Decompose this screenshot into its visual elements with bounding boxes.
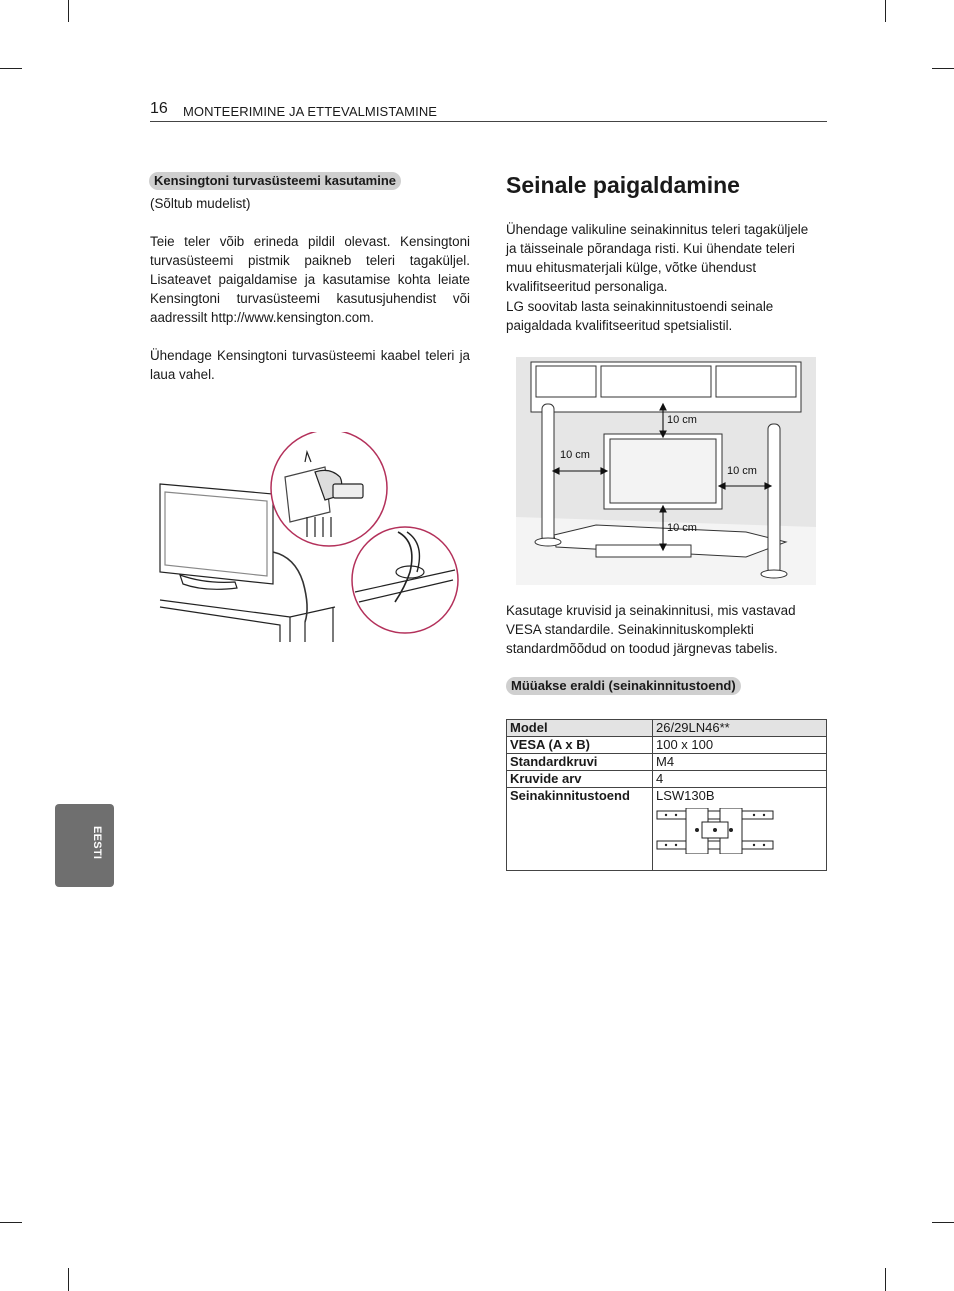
kensington-paragraph-2: Ühendage Kensingtoni turvasüsteemi kaabel teleri ja laua vahel. bbox=[150, 348, 470, 382]
crop-mark bbox=[0, 1222, 22, 1223]
crop-mark bbox=[885, 1268, 886, 1291]
table-key: Model bbox=[507, 720, 653, 737]
crop-mark bbox=[68, 1268, 69, 1291]
table-key: Seinakinnitustoend bbox=[507, 788, 653, 871]
table-value: 26/29LN46** bbox=[653, 720, 827, 737]
wall-mount-diagram bbox=[516, 357, 816, 585]
wall-mount-title: Seinale paigaldamine bbox=[506, 172, 740, 198]
crop-mark bbox=[68, 0, 69, 22]
table-key: VESA (A x B) bbox=[507, 737, 653, 754]
crop-mark bbox=[932, 1222, 954, 1223]
section-header: MONTEERIMINE JA ETTEVALMISTAMINE bbox=[183, 104, 438, 119]
table-row bbox=[507, 754, 827, 771]
table-key: Standardkruvi bbox=[507, 754, 653, 771]
table-value: 100 x 100 bbox=[653, 737, 827, 754]
crop-mark bbox=[0, 68, 22, 69]
kensington-note: (Sõltub mudelist) bbox=[150, 196, 251, 211]
vesa-paragraph: Kasutage kruvisid ja seinakinnitusi, mis vastavad VESA standardile. Seinakinnituskomplekti standardmõõdud on toodud järgnevas tabelis. bbox=[506, 603, 796, 656]
table-value: M4 bbox=[653, 754, 827, 771]
sold-separately-heading: Müüakse eraldi (seinakinnitustoend) bbox=[506, 677, 741, 695]
clearance-top-label: 10 cm bbox=[667, 414, 697, 426]
table-value: 4 bbox=[653, 771, 827, 788]
table-row bbox=[507, 737, 827, 754]
wall-bracket-image bbox=[656, 808, 774, 854]
kensington-paragraph-1: Teie teler võib erineda pildil olevast. Kensingtoni turvasüsteemi pistmik paikneb teleri tagaküljel. Lisateavet paigaldamise ja kasutamise kohta leiate Kensingtoni turvasüsteemi kasutusjuhendist või aadressilt http://www.kensington.com. bbox=[150, 234, 470, 325]
clearance-bottom-label: 10 cm bbox=[667, 522, 697, 534]
clearance-right-label: 10 cm bbox=[727, 465, 757, 477]
table-row bbox=[507, 771, 827, 788]
language-tab-label: EESTI bbox=[91, 826, 103, 860]
crop-mark bbox=[932, 68, 954, 69]
kensington-illustration bbox=[155, 432, 465, 642]
wall-mount-intro-2: LG soovitab lasta seinakinnitustoendi seinale paigaldada kvalifitseeritud spetsialistil. bbox=[506, 299, 774, 333]
language-tab bbox=[55, 804, 114, 887]
wall-mount-intro: Ühendage valikuline seinakinnitus teleri tagaküljele ja täisseinale põrandaga risti. Kui ühendate teleri muu ehitusmaterjali külge, võtke ühendust kvalifitseeritud personaliga. bbox=[506, 222, 809, 294]
crop-mark bbox=[885, 0, 886, 22]
table-row bbox=[507, 788, 827, 871]
kensington-heading: Kensingtoni turvasüsteemi kasutamine bbox=[149, 172, 401, 190]
table-row bbox=[507, 720, 827, 737]
header-divider bbox=[150, 121, 827, 122]
page-number: 16 bbox=[150, 100, 168, 117]
table-key: Kruvide arv bbox=[507, 771, 653, 788]
table-value-cell bbox=[653, 788, 827, 871]
table-value: LSW130B bbox=[656, 788, 715, 803]
clearance-left-label: 10 cm bbox=[560, 449, 590, 461]
wall-mount-spec-table bbox=[506, 719, 827, 871]
